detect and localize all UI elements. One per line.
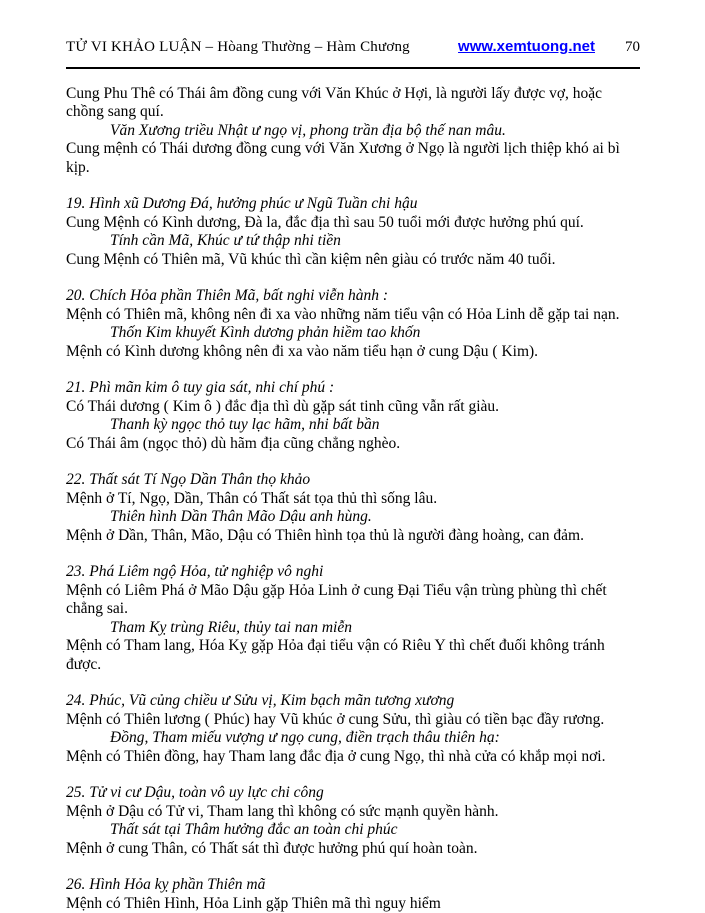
body-paragraph: Mệnh ở cung Thân, có Thất sát thì được hưởng phú quí hoàn toàn. xyxy=(66,839,478,857)
verse-line: Thiên hình Dần Thân Mão Dậu anh hùng. xyxy=(110,508,372,526)
verse-line: Thất sát tại Thâm hưởng đắc an toàn chi phúc xyxy=(110,821,398,839)
body-paragraph: Mệnh ở Dậu có Tử vi, Tham lang thì không có sức mạnh quyền hành. xyxy=(66,802,499,820)
verse-line: Đồng, Tham miếu vượng ư ngọ cung, điền trạch thâu thiên hạ: xyxy=(110,729,500,747)
section-heading: 24. Phúc, Vũ củng chiều ư Sửu vị, Kim bạch mãn tương xương xyxy=(66,692,455,710)
section-heading: 21. Phì mãn kim ô tuy gia sát, nhi chí phú : xyxy=(66,379,335,397)
intro-block xyxy=(66,85,640,177)
verse-line: Tham Kỵ trùng Riêu, thủy tai nan miễn xyxy=(110,618,352,636)
body-paragraph: Mệnh có Kình dương không nên đi xa vào năm tiểu hạn ở cung Dậu ( Kim). xyxy=(66,342,539,360)
verse-line: Văn Xương triều Nhật ư ngọ vị, phong trần địa bộ thế nan mâu. xyxy=(110,121,506,139)
body-paragraph: Mệnh có Liêm Phá ở Mão Dậu gặp Hỏa Linh ở cung Đại Tiểu vận trùng phùng thì chết chẳng sai. xyxy=(66,581,607,618)
section-19 xyxy=(66,195,640,269)
section-heading: 26. Hình Hỏa kỵ phần Thiên mã xyxy=(66,876,266,894)
body-paragraph: Cung Mệnh có Kình dương, Đà la, đắc địa thì sau 50 tuổi mới được hưởng phú quí. xyxy=(66,213,584,231)
document-body xyxy=(66,85,640,913)
body-paragraph: Mệnh có Thiên mã, không nên đi xa vào những năm tiểu vận có Hỏa Linh dễ gặp tai nạn. xyxy=(66,305,620,323)
body-paragraph: Mệnh ở Dần, Thân, Mão, Dậu có Thiên hình tọa thủ là người đàng hoàng, can đảm. xyxy=(66,526,584,544)
section-heading: 23. Phá Liêm ngộ Hỏa, tử nghiệp vô nghi xyxy=(66,563,324,581)
section-20 xyxy=(66,287,640,361)
body-paragraph: Mệnh có Tham lang, Hóa Kỵ gặp Hỏa đại tiểu vận có Riêu Y thì chết đuối không tránh được. xyxy=(66,637,605,673)
body-paragraph: Mệnh có Thiên đồng, hay Tham lang đắc địa ở cung Ngọ, thì nhà cửa có khắp mọi nơi. xyxy=(66,747,606,765)
section-24 xyxy=(66,692,640,766)
section-26 xyxy=(66,876,640,913)
verse-line: Tính cần Mã, Khúc ư tứ thập nhi tiền xyxy=(110,232,341,250)
section-heading: 20. Chích Hỏa phần Thiên Mã, bất nghi viễn hành : xyxy=(66,287,389,305)
body-paragraph: Cung mệnh có Thái dương đồng cung với Văn Xương ở Ngọ là người lịch thiệp khó ai bì kịp. xyxy=(66,140,620,176)
page-number: 70 xyxy=(625,39,640,55)
page-header xyxy=(66,38,640,69)
section-heading: 25. Tử vi cư Dậu, toàn vô uy lực chi công xyxy=(66,784,324,802)
body-paragraph: Cung Phu Thê có Thái âm đồng cung với Văn Khúc ở Hợi, là người lấy được vợ, hoặc chồng sang quí. xyxy=(66,85,603,121)
verse-line: Thanh kỳ ngọc thỏ tuy lạc hãm, nhi bất bần xyxy=(110,416,380,434)
book-title: TỬ VI KHẢO LUẬN – Hòang Thường – Hàm Chương xyxy=(66,39,410,55)
verse-line: Thốn Kim khuyết Kình dương phản hiềm tao khốn xyxy=(110,324,421,342)
section-22 xyxy=(66,471,640,545)
body-paragraph: Mệnh ở Tí, Ngọ, Dần, Thân có Thất sát tọa thủ thì sống lâu. xyxy=(66,489,438,507)
website-link[interactable]: www.xemtuong.net xyxy=(458,38,595,55)
body-paragraph: Cung Mệnh có Thiên mã, Vũ khúc thì cần kiệm nên giàu có trước năm 40 tuổi. xyxy=(66,250,556,268)
body-paragraph: Có Thái âm (ngọc thỏ) dù hãm địa cũng chẳng nghèo. xyxy=(66,434,401,452)
section-heading: 19. Hình xũ Dương Đá, hưởng phúc ư Ngũ Tuần chi hậu xyxy=(66,195,418,213)
section-25 xyxy=(66,784,640,858)
section-21 xyxy=(66,379,640,453)
body-paragraph: Mệnh có Thiên lương ( Phúc) hay Vũ khúc ở cung Sửu, thì giàu có tiền bạc đầy rương. xyxy=(66,710,605,728)
body-paragraph: Mệnh có Thiên Hình, Hỏa Linh gặp Thiên mã thì nguy hiểm xyxy=(66,894,441,912)
body-paragraph: Có Thái dương ( Kim ô ) đắc địa thì dù gặp sát tinh cũng vẫn rất giàu. xyxy=(66,397,500,415)
section-23 xyxy=(66,563,640,673)
section-heading: 22. Thất sát Tí Ngọ Dần Thân thọ khảo xyxy=(66,471,311,489)
